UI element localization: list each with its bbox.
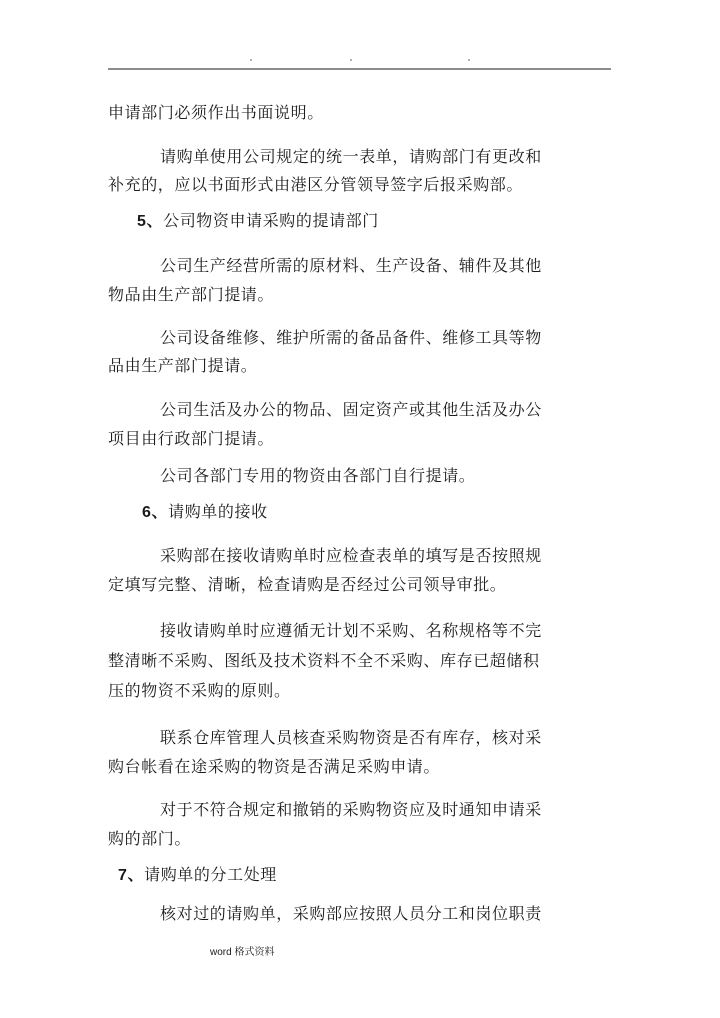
footer-text: word 格式资料 xyxy=(210,947,275,958)
paragraph-line: 项目由行政部门提请。 xyxy=(108,429,275,448)
paragraph-line: 公司设备维修、维护所需的备品备件、维修工具等物 xyxy=(160,328,542,347)
paragraph-line: 购台帐看在途采购的物资是否满足采购申请。 xyxy=(108,757,441,776)
paragraph-line: 联系仓库管理人员核查采购物资是否有库存，核对采 xyxy=(160,728,542,747)
section-number: 7、 xyxy=(118,867,145,884)
header-dot xyxy=(350,59,352,61)
paragraph-line: 接收请购单时应遵循无计划不采购、名称规格等不完 xyxy=(160,621,542,640)
paragraph-line: 对于不符合规定和撤销的采购物资应及时通知申请采 xyxy=(160,800,542,819)
section-number: 6、 xyxy=(142,504,169,521)
section-title: 公司物资申请采购的提请部门 xyxy=(163,211,379,230)
header-dot xyxy=(250,59,252,61)
paragraph-line: 购的部门。 xyxy=(108,829,192,848)
paragraph-line: 定填写完整、清晰，检查请购是否经过公司领导审批。 xyxy=(108,575,507,594)
header-rule xyxy=(108,68,611,70)
paragraph-line: 整清晰不采购、图纸及技术资料不全不采购、库存已超储积 xyxy=(108,651,540,670)
section-title: 请购单的分工处理 xyxy=(144,865,277,884)
paragraph-line: 公司各部门专用的物资由各部门自行提请。 xyxy=(160,466,476,485)
paragraph-line: 申请部门必须作出书面说明。 xyxy=(108,103,324,122)
paragraph-line: 压的物资不采购的原则。 xyxy=(108,681,291,700)
section-heading xyxy=(118,865,277,886)
paragraph-line: 补充的，应以书面形式由港区分管领导签字后报采购部。 xyxy=(108,175,524,194)
paragraph-line: 公司生活及办公的物品、固定资产或其他生活及办公 xyxy=(160,400,542,419)
paragraph-line: 品由生产部门提请。 xyxy=(108,356,258,375)
paragraph-line: 核对过的请购单，采购部应按照人员分工和岗位职责 xyxy=(160,904,542,923)
paragraph-line: 公司生产经营所需的原材料、生产设备、辅件及其他 xyxy=(160,256,542,275)
header-dot xyxy=(468,59,470,61)
section-heading xyxy=(142,502,268,523)
section-title: 请购单的接收 xyxy=(168,502,268,521)
section-heading xyxy=(137,211,379,232)
section-number: 5、 xyxy=(137,213,164,230)
paragraph-line: 物品由生产部门提请。 xyxy=(108,285,275,304)
paragraph-line: 采购部在接收请购单时应检查表单的填写是否按照规 xyxy=(160,546,542,565)
paragraph-line: 请购单使用公司规定的统一表单，请购部门有更改和 xyxy=(160,147,542,166)
